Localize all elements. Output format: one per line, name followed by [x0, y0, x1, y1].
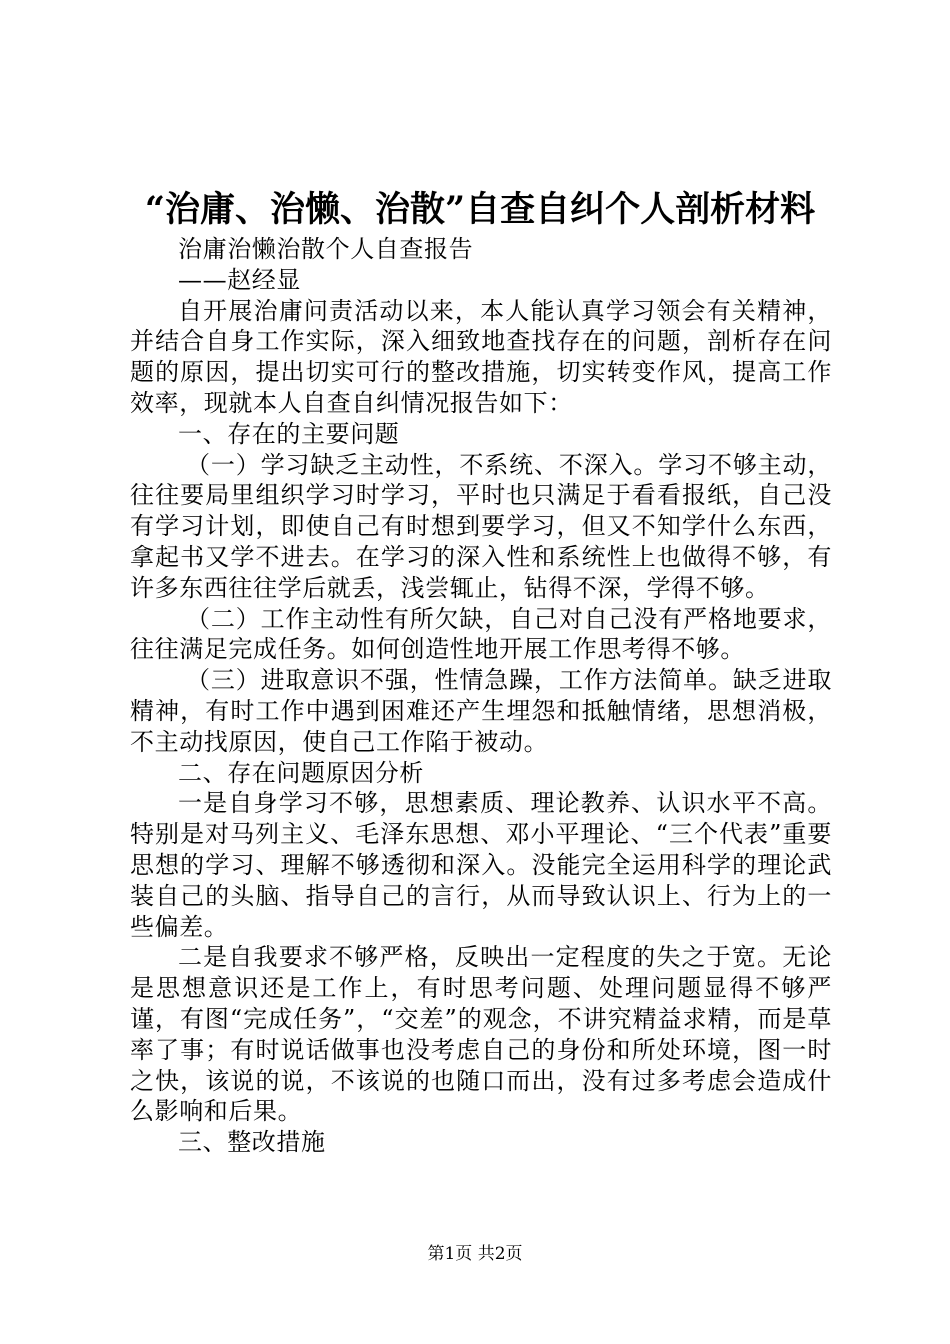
section-heading-problems: 一、存在的主要问题	[178, 419, 400, 448]
section-heading-measures: 三、整改措施	[178, 1128, 326, 1157]
document-title: “治庸、治懒、治散”自查自纠个人剖析材料	[144, 189, 816, 230]
report-author: ——赵经显	[178, 265, 301, 294]
problem-paragraph-3: （三）进取意识不强，性情急躁，工作方法简单。缺乏进取精神，有时工作中遇到困难还产生埋怨和抵触情绪，思想消极，不主动找原因，使自己工作陷于被动。	[130, 666, 832, 756]
cause-paragraph-2: 二是自我要求不够严格，反映出一定程度的失之于宽。无论是思想意识还是工作上，有时思考问题、处理问题显得不够严谨，有图“完成任务”，“交差”的观念，不讲究精益求精，而是草率了事；有时说话做事也没考虑自己的身份和所处环境，图一时之快，该说的说，不该说的也随口而出，没有过多考虑会造成什么影响和后果。	[130, 943, 832, 1126]
problem-paragraph-1: （一）学习缺乏主动性，不系统、不深入。学习不够主动，往往要局里组织学习时学习，平时也只满足于看看报纸，自己没有学习计划，即使自己有时想到要学习，但又不知学什么东西，拿起书又学不进去。在学习的深入性和系统性上也做得不够，有许多东西往往学后就丢，浅尝辄止，钻得不深，学得不够。	[130, 450, 832, 602]
intro-paragraph: 自开展治庸问责活动以来，本人能认真学习领会有关精神，并结合自身工作实际，深入细致地查找存在的问题，剖析存在问题的原因，提出切实可行的整改措施，切实转变作风，提高工作效率，现就本人自查自纠情况报告如下：	[130, 296, 832, 417]
page-number: 第1页 共2页	[427, 1244, 523, 1264]
report-subtitle: 治庸治懒治散个人自查报告	[178, 235, 474, 263]
cause-paragraph-1: 一是自身学习不够，思想素质、理论教养、认识水平不高。特别是对马列主义、毛泽东思想、邓小平理论、“三个代表”重要思想的学习、理解不够透彻和深入。没能完全运用科学的理论武装自己的头脑、指导自己的言行，从而导致认识上、行为上的一些偏差。	[130, 789, 832, 941]
problem-paragraph-2: （二）工作主动性有所欠缺，自己对自己没有严格地要求，往往满足完成任务。如何创造性地开展工作思考得不够。	[130, 604, 832, 664]
document-body	[130, 234, 832, 1158]
section-heading-causes: 二、存在问题原因分析	[178, 758, 424, 787]
